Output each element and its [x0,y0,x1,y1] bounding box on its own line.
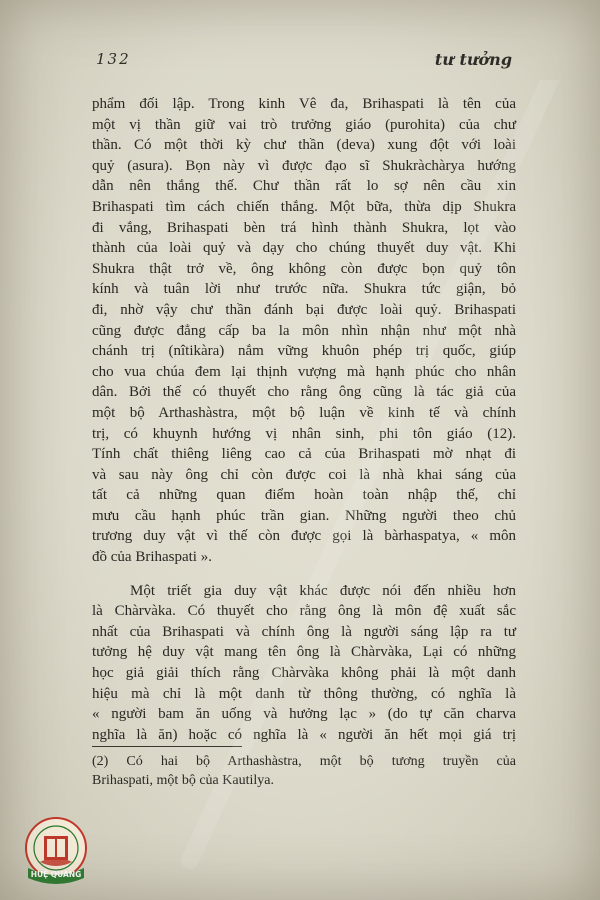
text-line: đi, nhờ vậy chư thần đánh bại được loài quỷ. Brihaspati [92,301,516,318]
text-line: một vị thần giữ vai trò trưởng giáo (purohita) của chư [92,116,516,133]
text-line: Shukra thật trở về, ông không còn được bọn quỷ tôn [92,260,516,277]
text-line: kính và tuân lời như trước nữa. Shukra tức giận, bỏ [92,281,516,298]
logo-text: HUỆ QUANG [30,870,82,879]
text-line: đồ của Brihaspati ». [92,549,212,566]
text-line: dẫn nên thắng thế. Chư thần rất lo sợ nên cầu xin [92,178,516,195]
running-head: tư tưởng [434,50,512,69]
text-line: thành của loài quỷ và dạy cho chúng thuyết duy vật. Khi [92,240,516,257]
text-line: và sau này ông chỉ còn được coi là nhà khai sáng của [92,466,516,483]
page-number: 132 [96,50,131,68]
text-line: chánh trị (nîtikàra) nắm vững khuôn phép trị quốc, giúp [92,343,516,360]
text-line: trị, có khuynh hướng vị nhân sinh, phi tôn giáo (12). [92,425,516,442]
footnote [92,752,516,790]
text-line: trương duy vật vì thế còn được gọi là bàrhaspatya, « môn [92,528,516,545]
text-line: tất cả những quan điểm hoàn toàn nhập thế, chỉ [92,487,516,504]
text-line: cũng được đẳng cấp ba la môn nhìn nhận như một nhà [92,322,516,339]
text-line: học giả giải thích rằng Chàrvàka không phải là một danh [92,665,516,682]
paragraph-1 [92,94,516,568]
text-line: nghĩa là ăn) hoặc có nghĩa là « người ăn hết mọi giá trị [92,726,516,743]
text-line: đi vắng, Brihaspati bèn trá hình thành Shukra, lọt vào [92,219,516,236]
paragraph-gap [92,568,516,581]
text-line: « người bam ăn uống và hưởng lạc » (do tự căn charva [92,706,516,723]
text-line: phẩm đối lập. Trong kinh Vê đa, Brihaspati là tên của [92,96,516,112]
text-line: nhất của Brihaspati và chính ông là người sáng lập ra tư [92,623,516,640]
footnote-line: Brihaspati, một bộ của Kautilya. [92,773,274,788]
text-line: Một triết gia duy vật khác được nói đến nhiều hơn [130,582,516,599]
text-line: quỷ (asura). Bọn này vì được đạo sĩ Shukràchàrya hướng [92,157,516,174]
paragraph-2 [92,581,516,746]
footnote-line: (2) Có hai bộ Arthashàstra, một bộ tương truyền của [92,754,516,769]
text-line: là Chàrvàka. Có thuyết cho rằng ông là môn đệ xuất sắc [92,603,516,620]
text-line: cho vua chúa đem lại thịnh vượng mà hạnh phúc cho nhân [92,363,516,380]
text-line: Tính chất thiêng liêng cao cả của Brihaspati mờ nhạt đi [92,446,516,463]
text-line: mưu cầu hạnh phúc trần gian. Những người theo chủ [92,507,516,524]
hue-quang-logo [14,810,98,892]
text-line: một bộ Arthashàstra, một bộ luận về kinh tế và chính [92,404,516,421]
page-header [96,50,516,74]
body-text [92,94,516,745]
text-line: hiệu mà chỉ là một danh từ thông thường, có nghĩa là [92,685,516,702]
text-line: tưởng hệ duy vật mang tên ông là Chàrvàka, Lại có những [92,644,516,661]
text-line: thần. Có một thời kỳ chư thần (deva) xung đột với loài [92,137,516,154]
footnote-rule [92,746,242,747]
text-line: dân. Bởi thế có thuyết cho rằng ông cũng là tác giả của [92,384,516,401]
text-line: Brihaspati tìm cách chiến thắng. Một bữa, thừa dịp Shukra [92,198,516,215]
